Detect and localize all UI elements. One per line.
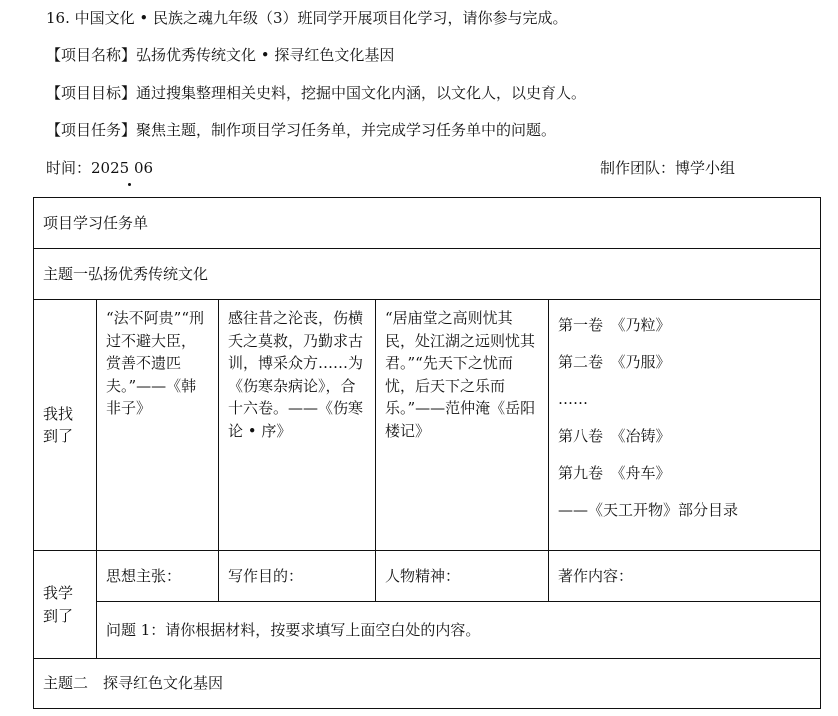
source-yueyanglouji: “居庙堂之高则忧其民，处江湖之远则忧其君。”“先天下之忧而忧，后天下之乐而乐。”——范仲淹《岳阳楼记》 bbox=[376, 300, 549, 551]
catalog-line: 第八卷 《冶铸》 bbox=[558, 427, 671, 445]
found-label: 我找到了 bbox=[34, 300, 97, 551]
learn-label: 我学到了 bbox=[34, 551, 97, 659]
question-1: 问题 1：请你根据材料，按要求填写上面空白处的内容。 bbox=[97, 602, 821, 659]
task-sheet-table bbox=[33, 197, 821, 709]
theme2-heading: 主题二 探寻红色文化基因 bbox=[34, 659, 821, 709]
catalog-line: 第一卷 《乃粒》 bbox=[558, 316, 671, 334]
field-purpose[interactable]: 写作目的： bbox=[219, 551, 376, 602]
catalog-line: ——《天工开物》部分目录 bbox=[558, 501, 739, 519]
catalog-line: 第二卷 《乃服》 bbox=[558, 353, 671, 371]
project-task: 【项目任务】聚焦主题，制作项目学习任务单，并完成学习任务单中的问题。 bbox=[46, 121, 557, 139]
project-name: 【项目名称】弘扬优秀传统文化 • 探寻红色文化基因 bbox=[46, 46, 395, 64]
stray-dot bbox=[128, 183, 131, 186]
catalog-line: 第九卷 《舟车》 bbox=[558, 464, 671, 482]
source-shanghanlun: 感往昔之沦丧，伤横夭之莫救，乃勤求古训，博采众方……为《伤寒杂病论》，合十六卷。——《伤寒论 • 序》 bbox=[219, 300, 376, 551]
meta-time: 时间：2025 06 bbox=[46, 159, 154, 177]
question-stem: 16. 中国文化 • 民族之魂九年级（3）班同学开展项目化学习，请你参与完成。 bbox=[46, 9, 568, 27]
catalog-line: …… bbox=[558, 390, 588, 408]
task-sheet-title: 项目学习任务单 bbox=[34, 198, 821, 249]
source-tiangongkaiwu bbox=[549, 300, 821, 551]
source-hanfeizi: “法不阿贵”“刑过不避大臣，赏善不遗匹夫。”——《韩非子》 bbox=[97, 300, 219, 551]
project-goal: 【项目目标】通过搜集整理相关史料，挖掘中国文化内涵，以文化人，以史育人。 bbox=[46, 84, 587, 102]
field-content[interactable]: 著作内容： bbox=[549, 551, 821, 602]
field-thought[interactable]: 思想主张： bbox=[97, 551, 219, 602]
theme1-heading: 主题一弘扬优秀传统文化 bbox=[34, 249, 821, 300]
meta-team: 制作团队：博学小组 bbox=[600, 159, 736, 177]
field-spirit[interactable]: 人物精神： bbox=[376, 551, 549, 602]
